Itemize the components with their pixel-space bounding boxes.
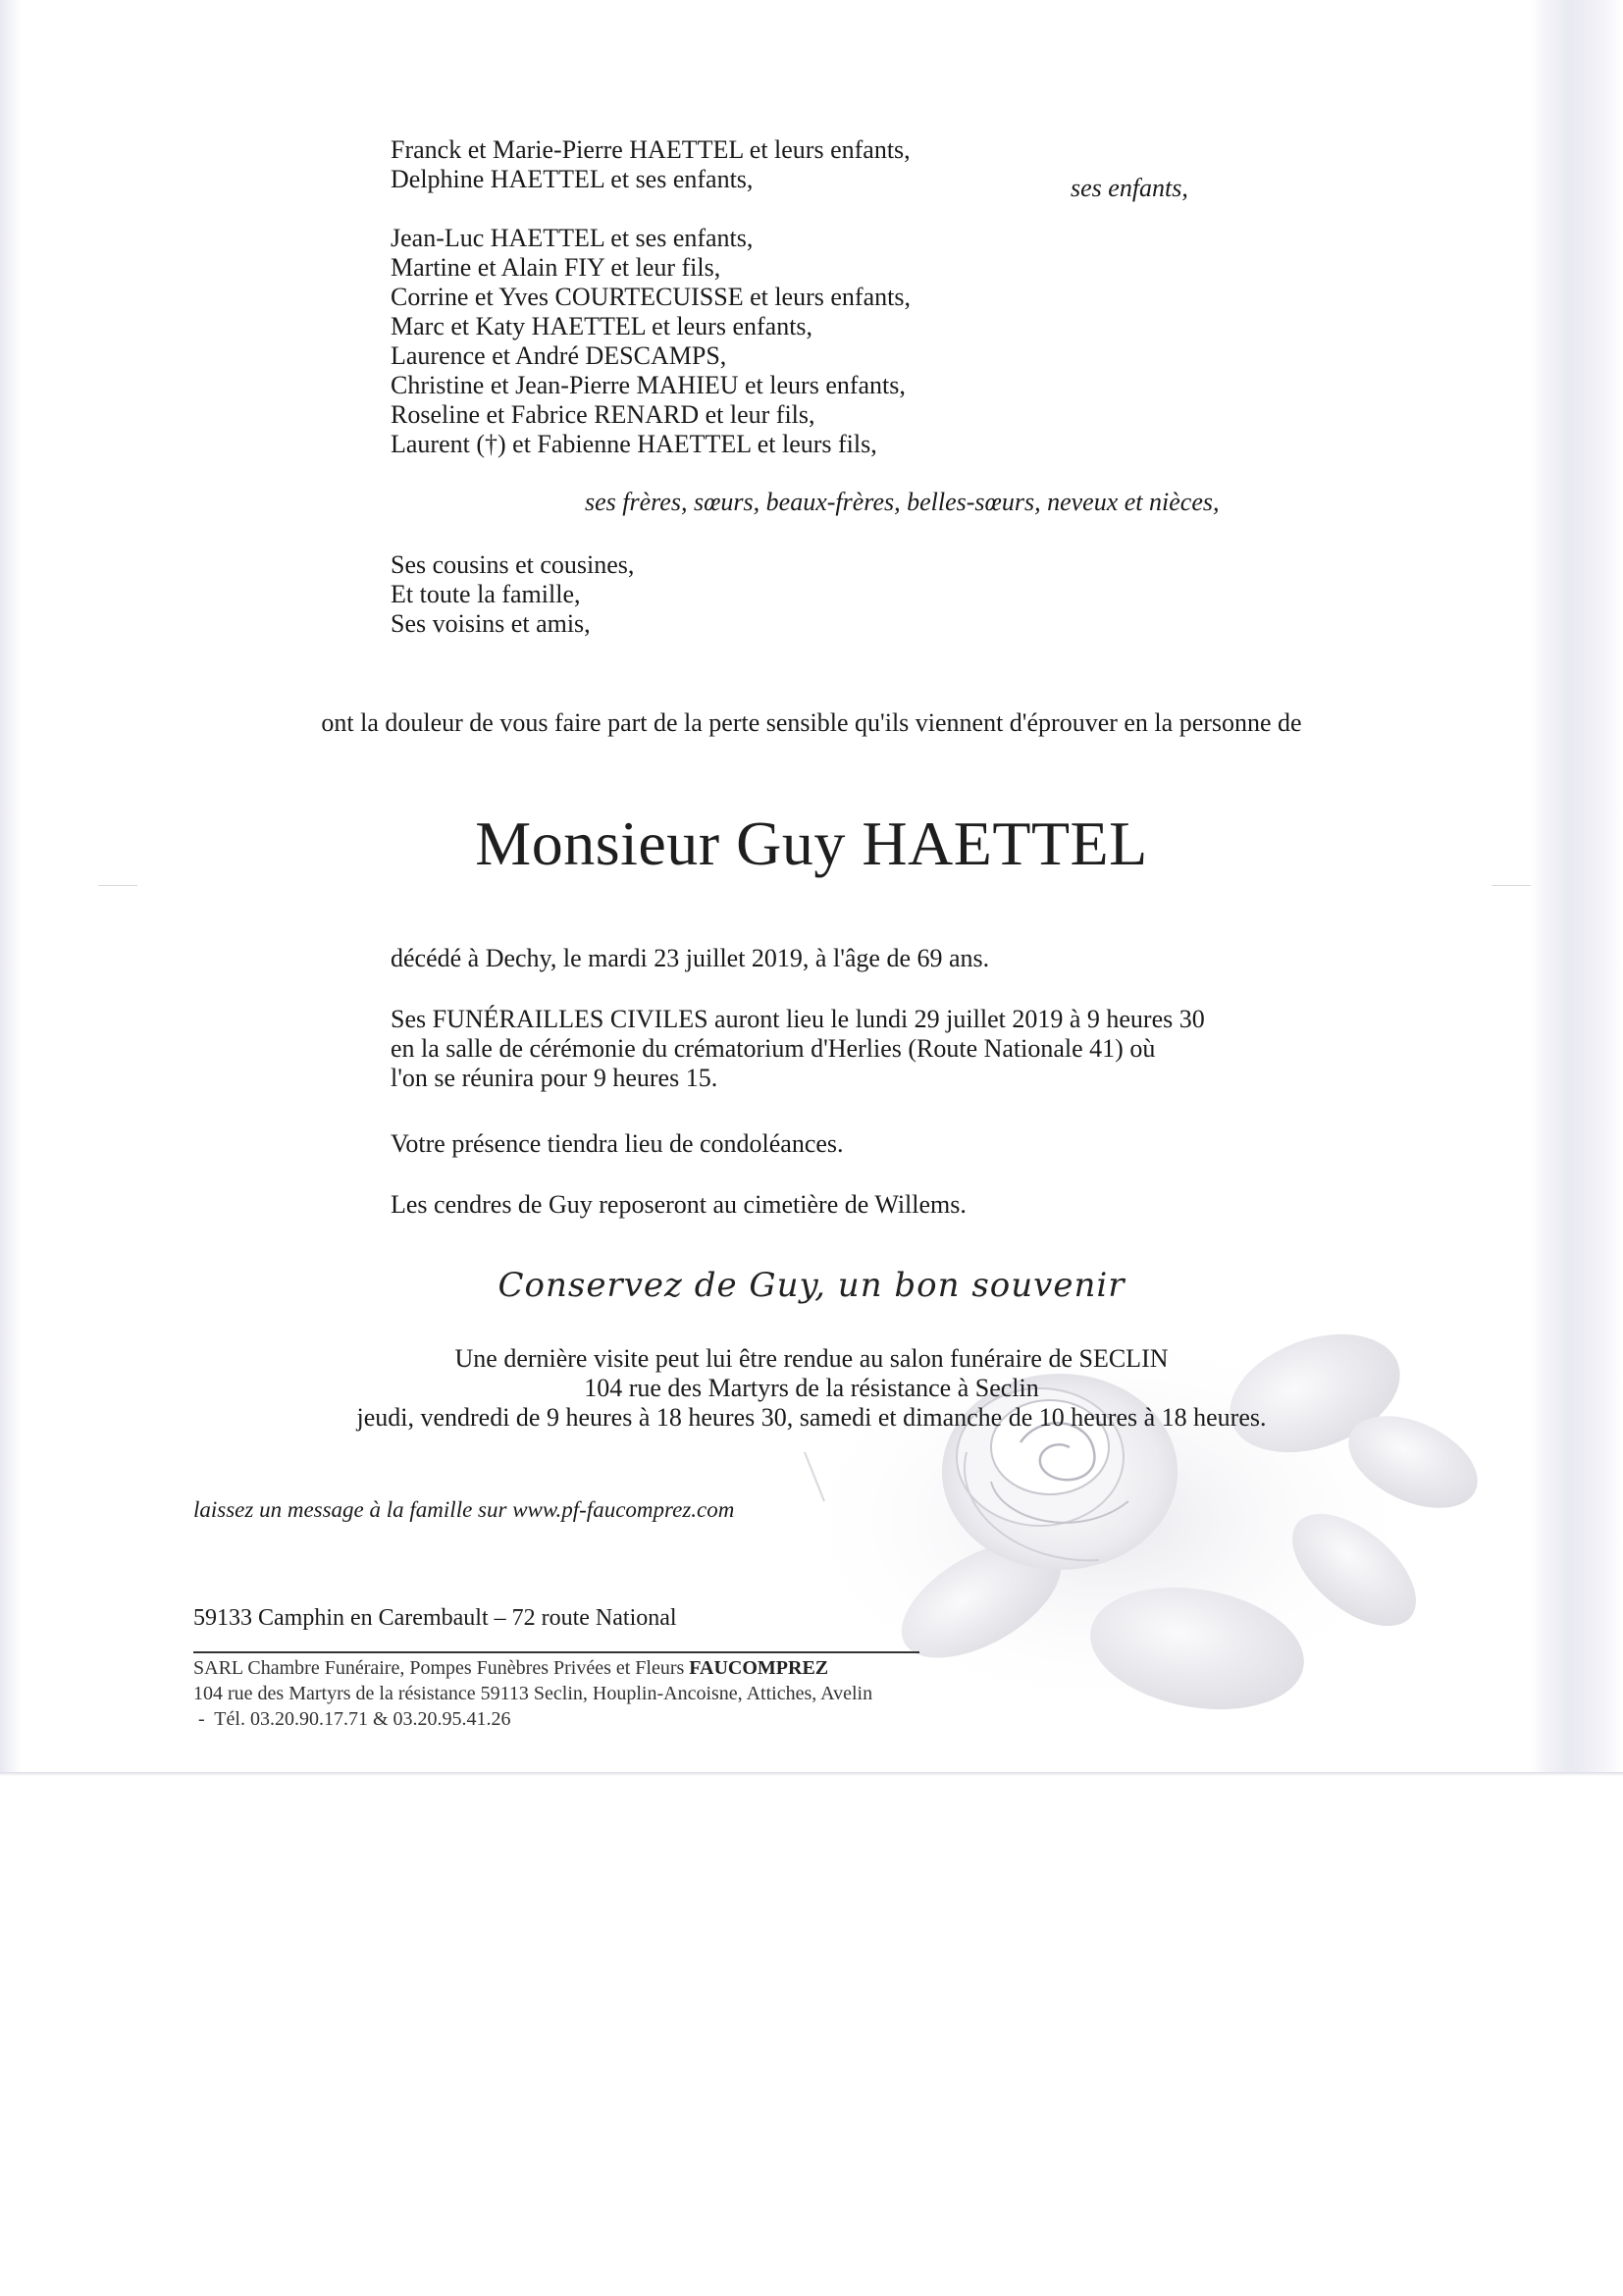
presence-note: Votre présence tiendra lieu de condoléances.	[391, 1129, 844, 1158]
visit-line: jeudi, vendredi de 9 heures à 18 heures 30, samedi et dimanche de 10 heures à 18 heures.	[356, 1403, 1267, 1432]
funeral-line: l'on se réunira pour 9 heures 15.	[391, 1064, 718, 1092]
ashes-note: Les cendres de Guy reposeront au cimetière de Willems.	[391, 1190, 967, 1219]
family-line: Laurent (†) et Fabienne HAETTEL et leurs fils,	[391, 430, 877, 458]
family-line: Roseline et Fabrice RENARD et leur fils,	[391, 400, 815, 429]
company-line	[193, 1655, 872, 1681]
relatives-line: Ses cousins et cousines,	[391, 550, 635, 579]
relatives-block	[391, 550, 634, 639]
announcement-sentence: ont la douleur de vous faire part de la perte sensible qu'ils viennent d'éprouver en la personne de	[321, 708, 1302, 737]
website-message: laissez un message à la famille sur www.pf-faucomprez.com	[193, 1497, 735, 1522]
fold-mark	[1492, 885, 1531, 886]
page-bottom-edge	[0, 1772, 1623, 1776]
memory-phrase: Conservez de Guy, un bon souvenir	[497, 1266, 1126, 1305]
family-line: Corrine et Yves COURTECUISSE et leurs enfants,	[391, 283, 911, 311]
company-phone: - Tél. 03.20.90.17.71 & 03.20.95.41.26	[193, 1708, 511, 1730]
company-prefix: SARL Chambre Funéraire, Pompes Funèbres Privées et Fleurs	[193, 1657, 690, 1679]
visit-block	[0, 1344, 1623, 1433]
funeral-paragraph	[391, 1005, 1205, 1093]
visit-line: Une dernière visite peut lui être rendue au salon funéraire de SECLIN	[454, 1344, 1169, 1373]
funeral-line: en la salle de cérémonie du crématorium d'Herlies (Route Nationale 41) où	[391, 1034, 1156, 1063]
siblings-caption: ses frères, sœurs, beaux-frères, belles-sœurs, neveux et nièces,	[585, 488, 1220, 516]
children-block	[391, 135, 911, 459]
family-line: Christine et Jean-Pierre MAHIEU et leurs enfants,	[391, 371, 906, 399]
family-line: Marc et Katy HAETTEL et leurs enfants,	[391, 312, 813, 340]
company-address: 104 rue des Martyrs de la résistance 59113 Seclin, Houplin-Ancoisne, Attiches, Avelin	[193, 1683, 873, 1704]
footer-divider	[193, 1651, 919, 1653]
relatives-line: Ses voisins et amis,	[391, 609, 591, 638]
family-line: Jean-Luc HAETTEL et ses enfants,	[391, 224, 754, 252]
family-line: Martine et Alain FIY et leur fils,	[391, 253, 721, 282]
family-line: Franck et Marie-Pierre HAETTEL et leurs enfants,	[391, 135, 911, 164]
family-line: Laurence et André DESCAMPS,	[391, 341, 727, 370]
footer-block	[193, 1655, 872, 1732]
company-name: FAUCOMPREZ	[689, 1657, 829, 1679]
fold-mark	[98, 885, 137, 886]
death-notice: décédé à Dechy, le mardi 23 juillet 2019, à l'âge de 69 ans.	[391, 944, 990, 972]
deceased-name: Monsieur Guy HAETTEL	[475, 809, 1148, 878]
children-caption: ses enfants,	[1071, 174, 1188, 202]
relatives-line: Et toute la famille,	[391, 580, 581, 608]
visit-line: 104 rue des Martyrs de la résistance à Seclin	[584, 1374, 1039, 1402]
funeral-line: Ses FUNÉRAILLES CIVILES auront lieu le lundi 29 juillet 2019 à 9 heures 30	[391, 1005, 1205, 1033]
funeral-home-address: 59133 Camphin en Carembault – 72 route National	[193, 1605, 677, 1631]
family-line: Delphine HAETTEL et ses enfants,	[391, 165, 754, 193]
